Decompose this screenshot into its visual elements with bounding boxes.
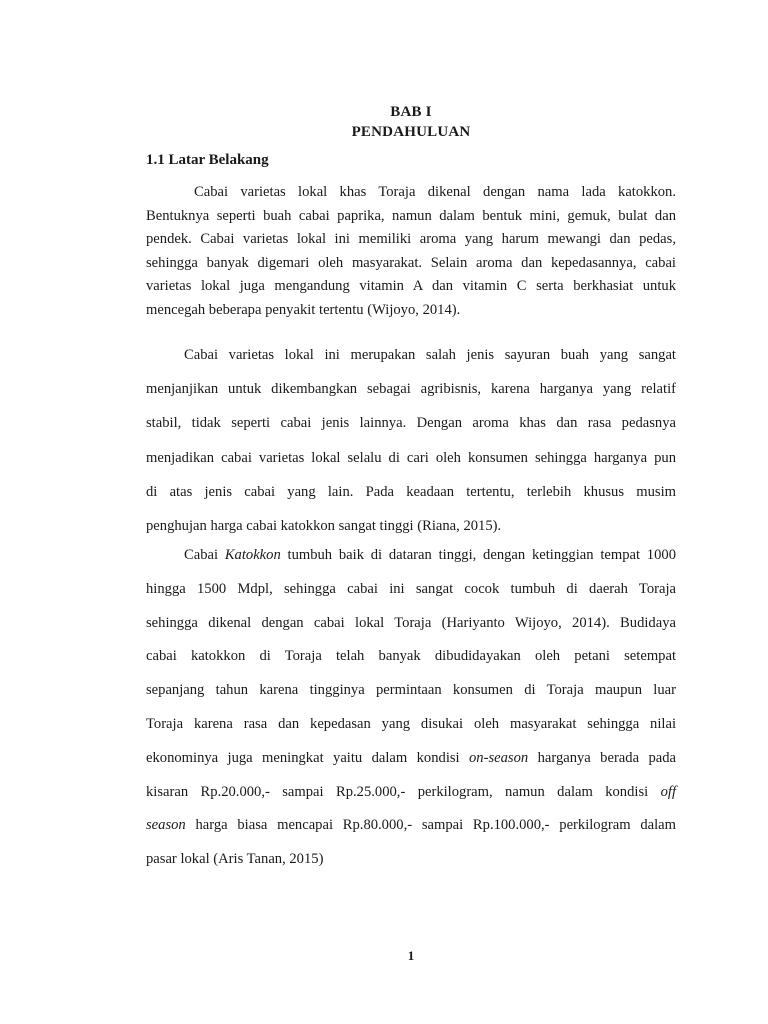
paragraph-line: Bentuknya seperti buah cabai paprika, namun dalam bentuk mini, gemuk, bulat dan — [146, 207, 676, 224]
paragraph-line: mencegah beberapa penyakit tertentu (Wijoyo, 2014). — [146, 301, 461, 318]
section-heading: 1.1 Latar Belakang — [146, 152, 269, 168]
text-run: tumbuh baik di dataran tinggi, dengan ketinggian tempat 1000 — [280, 547, 676, 563]
paragraph-line: varietas lokal juga mengandung vitamin A dan vitamin C serta berkhasiat untuk — [146, 278, 676, 295]
italic-term: on-season — [469, 749, 529, 766]
text-run: Cabai — [184, 547, 225, 563]
paragraph-line: Cabai varietas lokal khas Toraja dikenal dengan nama lada katokkon. — [194, 184, 676, 200]
paragraph-line: Cabai varietas lokal ini merupakan salah jenis sayuran buah yang sangat — [184, 347, 676, 363]
paragraph-2 — [146, 338, 676, 543]
paragraph-line — [146, 539, 676, 573]
paragraph-line: penghujan harga cabai katokkon sangat tinggi (Riana, 2015). — [146, 518, 502, 535]
chapter-title: PENDAHULUAN — [351, 124, 471, 140]
paragraph-line: menjanjikan untuk dikembangkan sebagai agribisnis, karena harganya yang relatif — [146, 381, 676, 398]
italic-term: off — [660, 783, 676, 800]
italic-term: Katokkon — [224, 547, 281, 563]
paragraph-line: cabai katokkon di Toraja telah banyak dibudidayakan oleh petani setempat — [146, 648, 676, 665]
paragraph-line — [146, 776, 676, 810]
paragraph-line: menjadikan cabai varietas lokal selalu di cari oleh konsumen sehingga harganya pun — [146, 449, 676, 466]
paragraph-line: di atas jenis cabai yang lain. Pada keadaan tertentu, terlebih khusus musim — [146, 483, 676, 500]
paragraph-1 — [146, 181, 676, 323]
paragraph-line: sehingga banyak digemari oleh masyarakat. Selain aroma dan kepedasannya, cabai — [146, 254, 676, 271]
paragraph-3 — [146, 539, 676, 877]
paragraph-line — [146, 742, 676, 776]
italic-term: season — [146, 817, 186, 834]
paragraph-line: Toraja karena rasa dan kepedasan yang disukai oleh masyarakat sehingga nilai — [146, 715, 676, 732]
paragraph-line: pasar lokal (Aris Tanan, 2015) — [146, 851, 324, 868]
text-run: kisaran Rp.20.000,- sampai Rp.25.000,- perkilogram, namun dalam kondisi — [146, 783, 661, 800]
text-run: ekonominya juga meningkat yaitu dalam kondisi — [146, 749, 469, 766]
paragraph-line: sepanjang tahun karena tingginya permintaan konsumen di Toraja maupun luar — [146, 682, 676, 699]
chapter-number: BAB I — [390, 104, 432, 120]
text-run: harganya berada pada — [528, 749, 676, 766]
paragraph-line: sehingga dikenal dengan cabai lokal Toraja (Hariyanto Wijoyo, 2014). Budidaya — [146, 614, 676, 631]
text-run: harga biasa mencapai Rp.80.000,- sampai Rp.100.000,- perkilogram dalam — [185, 817, 676, 834]
paragraph-line: hingga 1500 Mdpl, sehingga cabai ini sangat cocok tumbuh di daerah Toraja — [146, 580, 676, 597]
page-number: 1 — [407, 948, 415, 963]
paragraph-line: stabil, tidak seperti cabai jenis lainnya. Dengan aroma khas dan rasa pedasnya — [146, 415, 676, 432]
paragraph-line — [146, 809, 676, 843]
paragraph-line: pendek. Cabai varietas lokal ini memiliki aroma yang harum mewangi dan pedas, — [146, 231, 676, 248]
